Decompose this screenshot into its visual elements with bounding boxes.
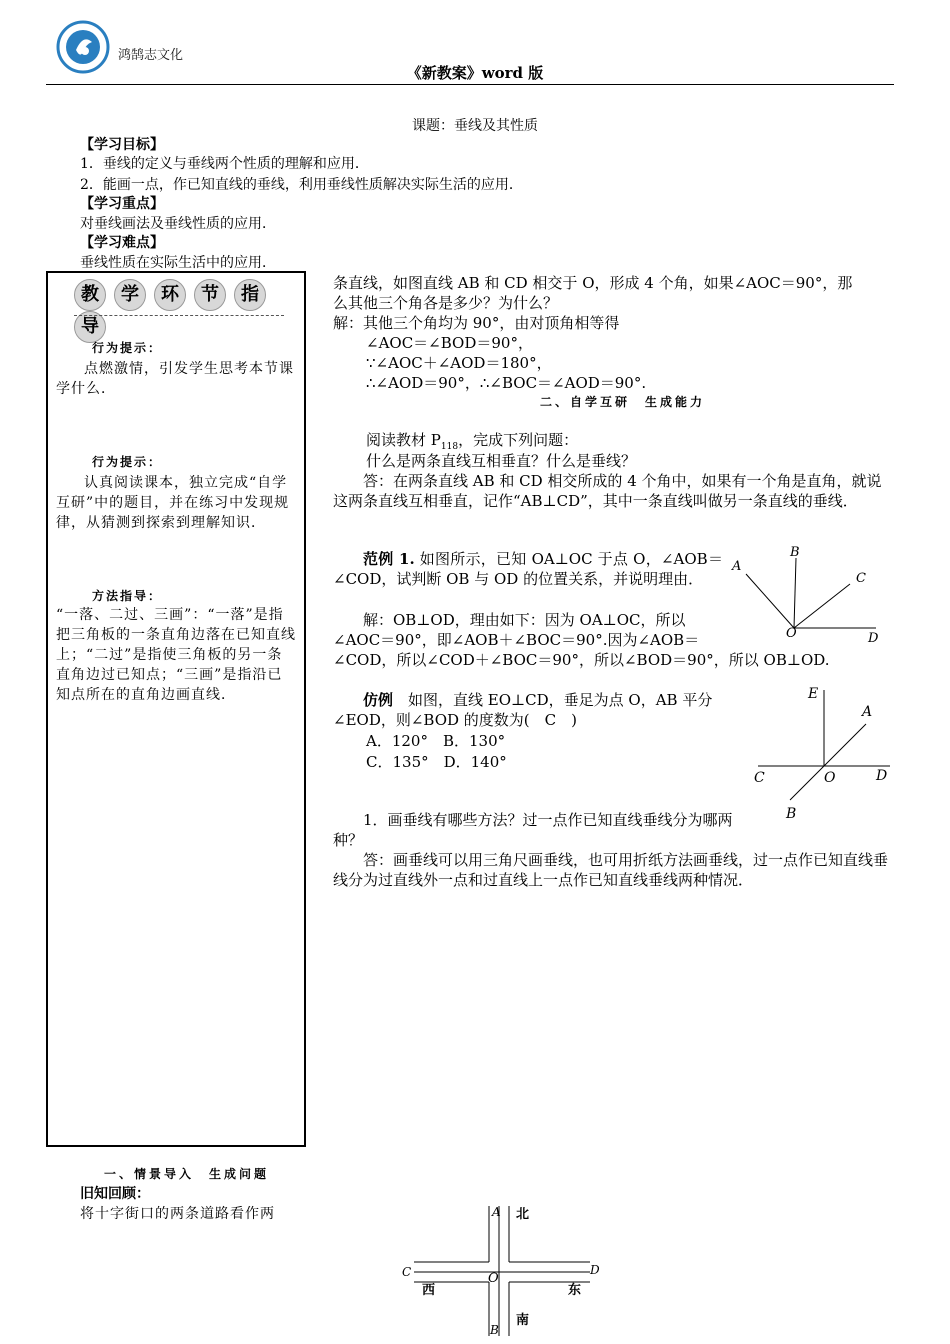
diff-text: 垂线性质在实际生活中的应用． xyxy=(80,255,276,271)
answer-2: 答：画垂线可以用三角尺画垂线，也可用折纸方法画垂线，过一点作已知直线垂线分为过直线外一点和过直线上一点作已知直线垂线两种情况． xyxy=(333,851,889,889)
ray-ob xyxy=(794,558,796,628)
solution-line-3: ∵∠AOC＋∠AOD＝180°， xyxy=(366,354,552,372)
follow-example-text: 如图，直线 EO⊥CD，垂足为点 O，AB 平分∠EOD，则∠BOD 的度数为( C ) xyxy=(333,691,713,729)
example-1-solution: 解：OB⊥OD，理由如下：因为 OA⊥OC，所以∠AOC＝90°，即∠AOB＋∠BOC＝90°.因为∠AOB＝ xyxy=(333,611,700,649)
header-rule xyxy=(46,84,894,85)
options-row-1: A．120° B．130° xyxy=(366,732,506,750)
review-label: 旧知回顾： xyxy=(80,1186,150,1202)
label-d: D xyxy=(868,631,879,646)
example-1 xyxy=(333,549,723,589)
key-heading: 【学习重点】 xyxy=(80,196,164,212)
banner-char: 教 xyxy=(74,279,106,311)
hint1-text: 点燃激情，引发学生思考本节课学什么． xyxy=(56,361,294,397)
label-east: 东 xyxy=(568,1283,582,1298)
goal-item-2: 2．能画一点，作已知直线的垂线，利用垂线性质解决实际生活的应用． xyxy=(80,177,523,193)
read-page-number: 118 xyxy=(440,442,459,452)
banner-divider xyxy=(74,315,284,316)
diff-heading: 【学习难点】 xyxy=(80,235,164,251)
label-o3: O xyxy=(488,1271,499,1286)
method-title: 方法指导： xyxy=(92,589,163,603)
example-1-label: 范例 1. xyxy=(363,550,415,568)
label-c3: C xyxy=(402,1265,412,1279)
line-ab xyxy=(790,724,866,800)
answer-1: 答：在两条直线 AB 和 CD 相交所成的 4 个角中，如果有一个角是直角，就说这两条直线互相垂直，记作“AB⊥CD”，其中一条直线叫做另一条直线的垂线． xyxy=(333,472,882,510)
section1-heading: 一、情景导入 生成问题 xyxy=(104,1167,270,1181)
example-1-solution-end: ∠COD，所以∠COD＋∠BOC＝90°，所以∠BOD＝90°，所以 OB⊥OD. xyxy=(333,651,830,669)
follow-example xyxy=(333,690,743,730)
label-north: 北 xyxy=(516,1207,530,1222)
banner-char: 环 xyxy=(154,279,186,311)
label-south: 南 xyxy=(516,1313,530,1328)
label-a3: A xyxy=(492,1205,501,1219)
question-1: 什么是两条直线互相垂直？什么是垂线？ xyxy=(366,452,637,470)
figure-perpendicular-bisector xyxy=(748,682,898,822)
question-2: 1．画垂线有哪些方法？过一点作已知直线垂线分为哪两种？ xyxy=(333,811,733,849)
label-west: 西 xyxy=(422,1283,436,1298)
hint2-text: 认真阅读课本，独立完成“自学互研”中的题目，并在练习中发现规律，从猜测到探索到理解知识． xyxy=(56,475,290,531)
label-d3: D xyxy=(590,1263,600,1277)
hint1-title: 行为提示： xyxy=(92,341,163,355)
banner-char: 节 xyxy=(194,279,226,311)
intro-line: 将十字街口的两条道路看作两 xyxy=(80,1206,275,1222)
label-b: B xyxy=(790,545,800,560)
label-e: E xyxy=(808,686,819,702)
read-text-2: ，完成下列问题： xyxy=(458,431,579,449)
figure-angle-diagram xyxy=(728,540,888,650)
label-o2: O xyxy=(824,770,836,786)
label-a2: A xyxy=(862,704,873,720)
cont-line-2: 么其他三个角各是多少？为什么？ xyxy=(333,294,559,312)
label-c2: C xyxy=(754,770,765,786)
lesson-title: 课题：垂线及其性质 xyxy=(412,118,538,134)
banner-char: 指 xyxy=(234,279,266,311)
cont-line-1: 条直线，如图直线 AB 和 CD 相交于 O，形成 4 个角，如果∠AOC＝90°，那 xyxy=(333,274,853,292)
teaching-guide-banner xyxy=(74,279,284,337)
label-o: O xyxy=(786,626,797,641)
label-b3: B xyxy=(490,1323,499,1337)
hint2-title: 行为提示： xyxy=(92,455,163,469)
options-row-2: C．135° D．140° xyxy=(366,753,507,771)
doc-header-title: 《新教案》word 版 xyxy=(406,64,544,82)
teaching-guide-box xyxy=(46,271,306,1147)
label-b2: B xyxy=(786,806,797,822)
example-1-text: 如图所示，已知 OA⊥OC 于点 O，∠AOB＝∠COD，试判断 OB 与 OD 的位置关系，并说明理由． xyxy=(333,550,723,588)
follow-example-label: 仿例 xyxy=(363,691,394,709)
banner-char: 学 xyxy=(114,279,146,311)
goals-heading: 【学习目标】 xyxy=(80,137,164,153)
solution-line-1: 解：其他三个角均为 90°，由对顶角相等得 xyxy=(333,314,620,332)
method-text: “一落、二过、三画”：“一落”是指把三角板的一条直角边落在已知直线上；“二过”是指使三角板的另一条直角边过已知点；“三画”是指沿已知点所在的直角边画直线． xyxy=(56,607,296,703)
figure-crossroads xyxy=(398,1200,610,1340)
label-c: C xyxy=(856,571,866,586)
ray-oa xyxy=(746,574,794,628)
banner-char: 导 xyxy=(74,311,106,343)
solution-line-2: ∠AOC＝∠BOD＝90°， xyxy=(366,334,533,352)
logo-text: 鸿鹄志文化 xyxy=(118,47,184,62)
key-text: 对垂线画法及垂线性质的应用． xyxy=(80,216,276,232)
solution-line-4: ∴∠AOD＝90°，∴∠BOC＝∠AOD＝90°. xyxy=(366,374,647,392)
read-text-1: 阅读教材 P xyxy=(366,431,441,449)
label-a: A xyxy=(732,559,742,574)
ray-oc xyxy=(794,584,850,628)
section2-heading: 二、自学互研 生成能力 xyxy=(540,395,706,409)
goal-item-1: 1．垂线的定义与垂线两个性质的理解和应用． xyxy=(80,156,369,172)
label-d2: D xyxy=(876,768,888,784)
